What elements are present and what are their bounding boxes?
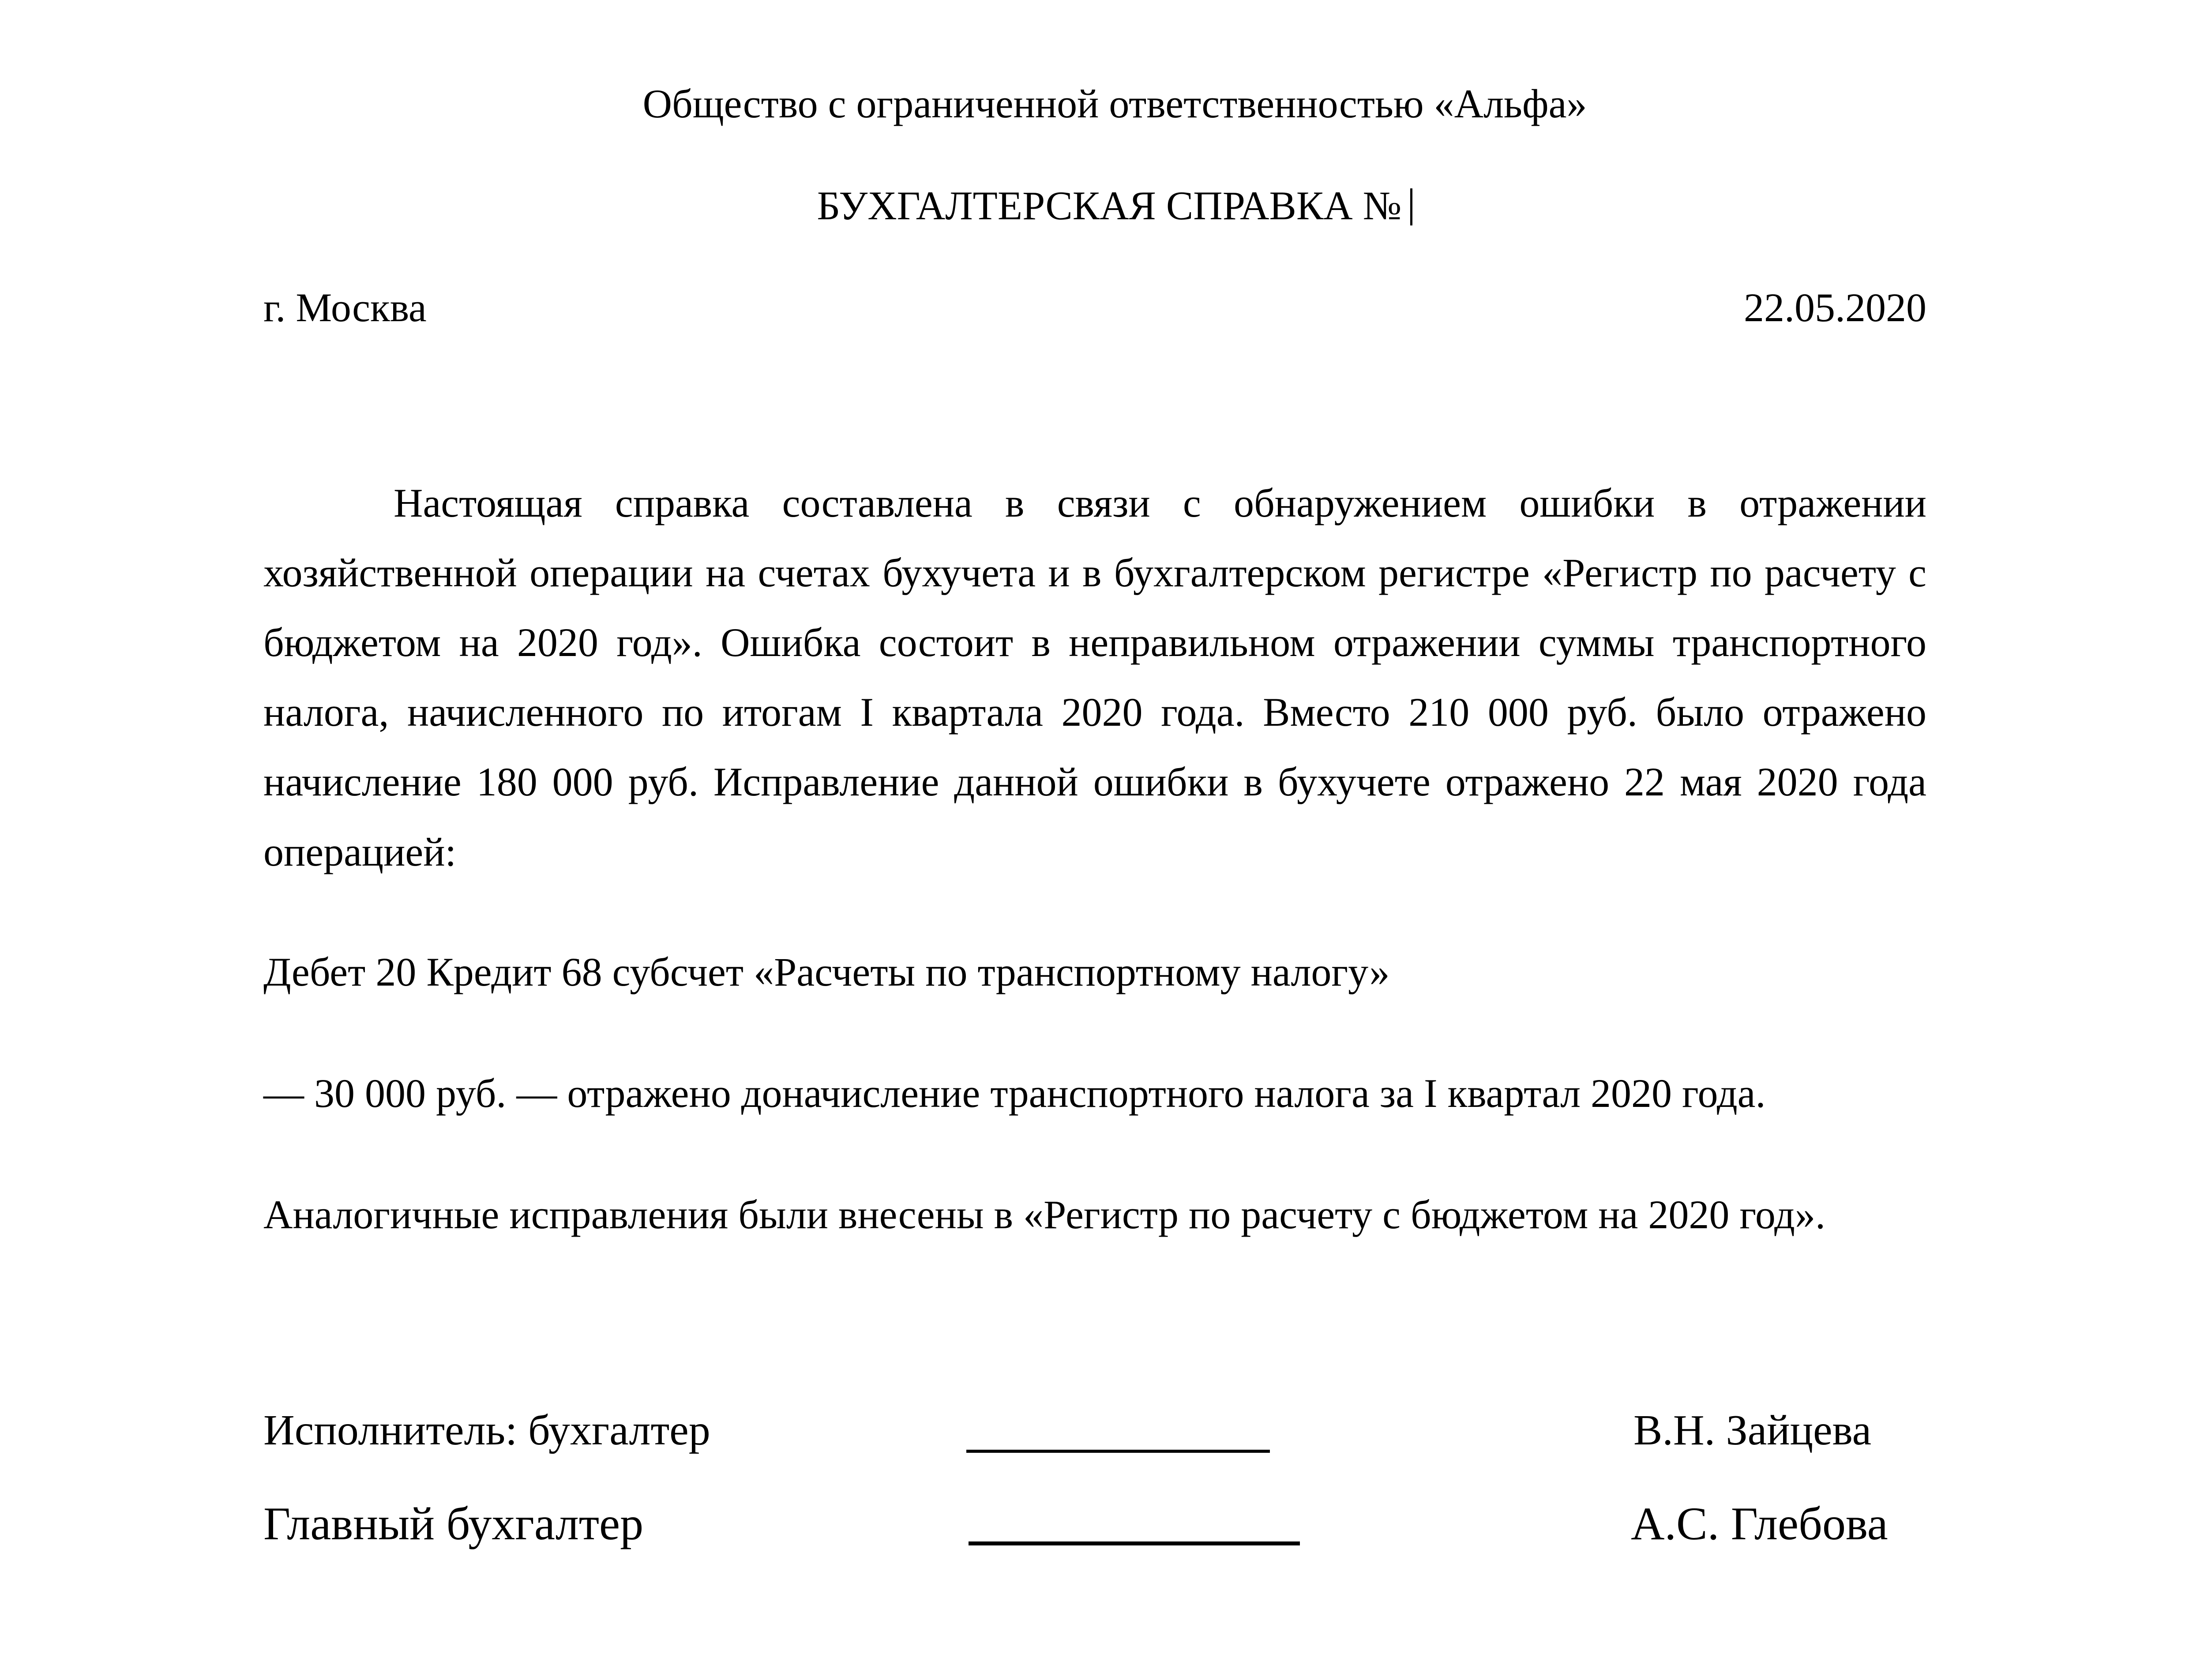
document-title-text: БУХГАЛТЕРСКАЯ СПРАВКА № [817, 183, 1402, 228]
document-date: 22.05.2020 [1744, 285, 1926, 330]
accounting-entry-amount: — 30 000 руб. — отражено доначисление транспортного налога за I квартал 2020 года. [263, 1071, 1766, 1116]
closing-note: Аналогичные исправления были внесены в «Регистр по расчету с бюджетом на 2020 год». [263, 1192, 1825, 1237]
signature-name-chief-accountant: А.С. Глебова [1631, 1498, 1888, 1549]
paragraph-line: операцией: [263, 829, 456, 874]
signature-name-executor: В.Н. Зайцева [1633, 1406, 1872, 1454]
paragraph-line: налога, начисленного по итогам I квартала 2020 года. Вместо 210 000 руб. было отражено [263, 690, 1926, 735]
signature-role-chief-accountant: Главный бухгалтер [263, 1498, 644, 1549]
accounting-entry-accounts: Дебет 20 Кредит 68 субсчет «Расчеты по транспортному налогу» [263, 949, 1390, 994]
text-cursor [1410, 188, 1412, 225]
paragraph-line: Настоящая справка составлена в связи с обнаружением ошибки в отражении [394, 480, 1926, 525]
paragraph-line: начисление 180 000 руб. Исправление данной ошибки в бухучете отражено 22 мая 2020 года [263, 759, 1926, 804]
signature-role-executor: Исполнитель: бухгалтер [263, 1406, 710, 1454]
paragraph-line: хозяйственной операции на счетах бухучета и в бухгалтерском регистре «Регистр по расчету с [263, 550, 1926, 595]
paragraph-line: бюджетом на 2020 год». Ошибка состоит в неправильном отражении суммы транспортного [263, 620, 1926, 665]
organization-name [0, 43, 2189, 126]
organization-name-text: Общество с ограниченной ответственностью «Альфа» [642, 81, 1587, 126]
signature-line-chief-accountant [969, 1541, 1300, 1545]
document-title [0, 145, 2189, 228]
city: г. Москва [263, 285, 427, 330]
signature-line-executor [966, 1450, 1270, 1453]
